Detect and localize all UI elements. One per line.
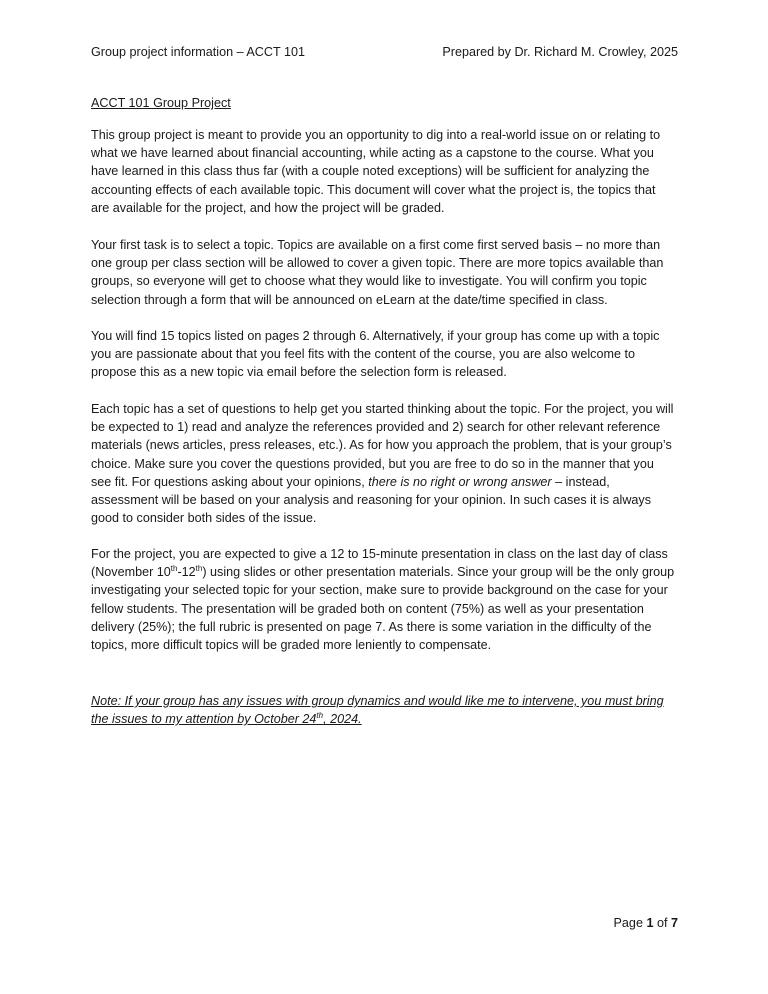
note-text-2: , 2024. [323,712,362,727]
note-text-1: Note: If your group has any issues with group dynamics and would like me to intervene, you must bring the issues to my attention by October 24 [91,694,664,727]
header-left: Group project information – ACCT 101 [91,45,305,59]
note-group-dynamics [91,692,677,728]
paragraph-intro: This group project is meant to provide you an opportunity to dig into a real-world issue on or relating to what we have learned about financial accounting, while acting as a capstone to the course. What you have learned in this class thus far (with a couple noted exceptions) will be sufficient for analyzing the accounting effects of each available topic. This document will cover what the project is, the topics that are available for the project, and how the project will be graded. [91,128,661,215]
paragraph-presentation-text-1: For the project, you are expected to give a 12 to 15-minute presentation in class on the last day of class (November 10 [91,547,668,580]
paragraph-questions-text-2: – instead, assessment will be based on your analysis and reasoning for your opinion. In such cases it is always good to consider both sides of the issue. [91,474,652,526]
page-header [91,44,678,60]
superscript-th-2: th [195,564,203,574]
page-footer [614,915,678,931]
paragraph-questions-emphasis: there is no right or wrong answer [368,474,552,489]
header-right: Prepared by Dr. Richard M. Crowley, 2025 [442,45,678,59]
document-title: ACCT 101 Group Project [91,96,231,110]
paragraph-presentation-text-3: ) using slides or other presentation materials. Since your group will be the only group investigating your selected topic for your section, make sure to provide background on the case for your fellow students. The presentation will be graded both on content (75%) as well as your presentation delivery (25%); the full rubric is presented on page 7. As there is some variation in the difficulty of the topics, more difficult topics will be graded more leniently to compensate. [91,565,675,653]
paragraph-topic-list: You will find 15 topics listed on pages 2 through 6. Alternatively, if your group has come up with a topic you are passionate about that you feel fits with the content of the course, you are also welcome to propose this as a new topic via email before the selection form is released. [91,329,660,380]
footer-page-word: Page [613,916,643,930]
note-superscript-th: th [316,711,324,721]
paragraph-topic-selection: Your first task is to select a topic. Topics are available on a first come first served basis – no more than one group per class section will be allowed to cover a given topic. There are more topics available than groups, so everyone will get to choose what they would like to investigate. You will confirm you topic selection through a form that will be announced on eLearn at the date/time specified in class. [91,238,664,307]
footer-of-word: of [656,916,668,930]
footer-total-pages: 7 [670,916,678,930]
paragraph-questions-text-1: Each topic has a set of questions to help get you started thinking about the topic. For the project, you will be expected to 1) read and analyze the references provided and 2) search for other relevant reference materials (news articles, press releases, etc.). As for how you approach the problem, that is your group’s choice. Make sure you cover the questions provided, but you are free to do so in the manner that you see fit. For questions asking about your opinions, [91,402,674,489]
paragraph-questions [91,400,677,527]
superscript-th-1: th [170,564,178,574]
paragraph-presentation-text-2: -12 [177,565,196,580]
paragraph-presentation [91,545,677,654]
footer-current-page: 1 [646,916,654,930]
